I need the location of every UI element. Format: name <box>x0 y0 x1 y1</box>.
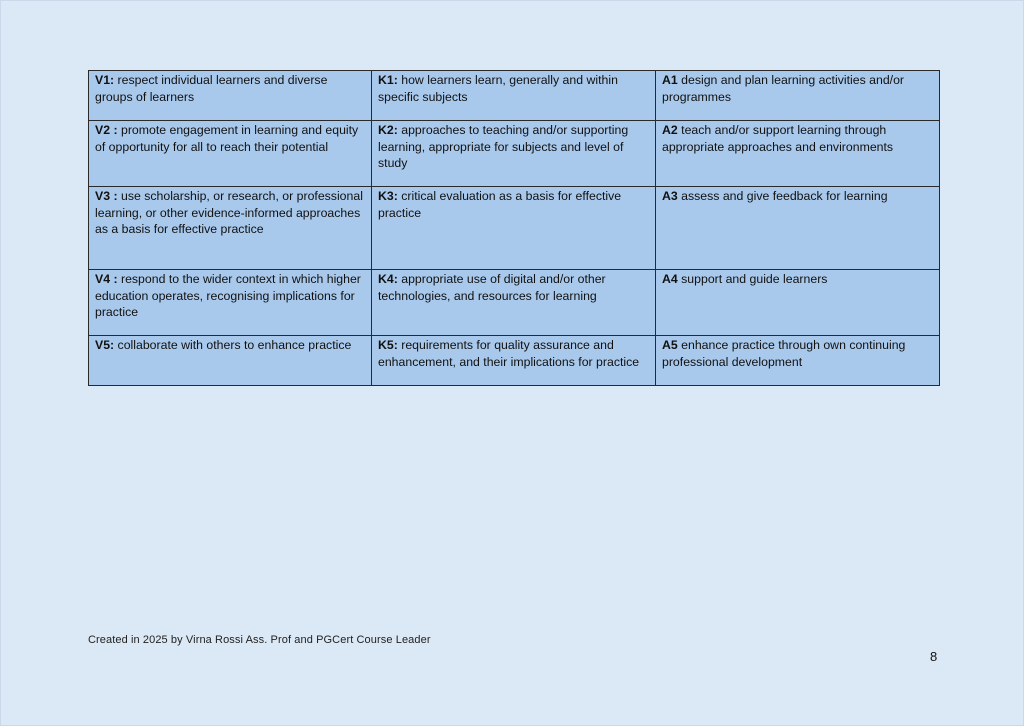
cell-code: A1 <box>662 73 678 87</box>
cell-text: enhance practice through own continuing professional development <box>662 338 906 369</box>
activities-cell <box>656 187 940 270</box>
activities-cell <box>656 121 940 187</box>
cell-text: support and guide learners <box>677 272 828 286</box>
cell-text: promote engagement in learning and equity of opportunity for all to reach their potential <box>95 123 359 154</box>
activities-cell <box>656 270 940 336</box>
cell-code: K4: <box>378 272 398 286</box>
cell-code: V4 : <box>95 272 118 286</box>
cell-code: V3 : <box>95 189 118 203</box>
cell-code: A4 <box>662 272 678 286</box>
framework-table <box>88 70 940 386</box>
knowledge-cell <box>372 71 656 121</box>
values-cell <box>89 270 372 336</box>
cell-code: V5: <box>95 338 115 352</box>
footer-credit: Created in 2025 by Virna Rossi Ass. Prof and PGCert Course Leader <box>88 634 431 646</box>
cell-text: collaborate with others to enhance practice <box>114 338 352 352</box>
table-row <box>89 71 940 121</box>
activities-cell <box>656 71 940 121</box>
values-cell <box>89 71 372 121</box>
cell-text: requirements for quality assurance and enhancement, and their implications for practice <box>378 338 640 369</box>
cell-text: respect individual learners and diverse groups of learners <box>95 73 328 104</box>
knowledge-cell <box>372 336 656 386</box>
knowledge-cell <box>372 121 656 187</box>
cell-text: assess and give feedback for learning <box>677 189 888 203</box>
cell-text: approaches to teaching and/or supporting learning, appropriate for subjects and level of study <box>378 123 629 170</box>
cell-code: V2 : <box>95 123 118 137</box>
cell-code: V1: <box>95 73 115 87</box>
cell-code: K2: <box>378 123 398 137</box>
values-cell <box>89 336 372 386</box>
cell-text: design and plan learning activities and/or programmes <box>662 73 905 104</box>
cell-code: K1: <box>378 73 398 87</box>
table-row <box>89 270 940 336</box>
cell-text: respond to the wider context in which higher education operates, recognising implications for practice <box>95 272 361 319</box>
table-row <box>89 187 940 270</box>
knowledge-cell <box>372 270 656 336</box>
cell-code: A5 <box>662 338 678 352</box>
cell-code: A2 <box>662 123 678 137</box>
knowledge-cell <box>372 187 656 270</box>
cell-code: K3: <box>378 189 398 203</box>
values-cell <box>89 121 372 187</box>
page-number: 8 <box>930 649 938 664</box>
cell-text: appropriate use of digital and/or other technologies, and resources for learning <box>378 272 606 303</box>
table-row <box>89 121 940 187</box>
cell-text: how learners learn, generally and within specific subjects <box>378 73 618 104</box>
table-row <box>89 336 940 386</box>
cell-code: K5: <box>378 338 398 352</box>
activities-cell <box>656 336 940 386</box>
values-cell <box>89 187 372 270</box>
cell-text: use scholarship, or research, or professional learning, or other evidence-informed approaches as a basis for effective practice <box>95 189 363 236</box>
cell-text: teach and/or support learning through appropriate approaches and environments <box>662 123 894 154</box>
cell-code: A3 <box>662 189 678 203</box>
cell-text: critical evaluation as a basis for effective practice <box>378 189 622 220</box>
